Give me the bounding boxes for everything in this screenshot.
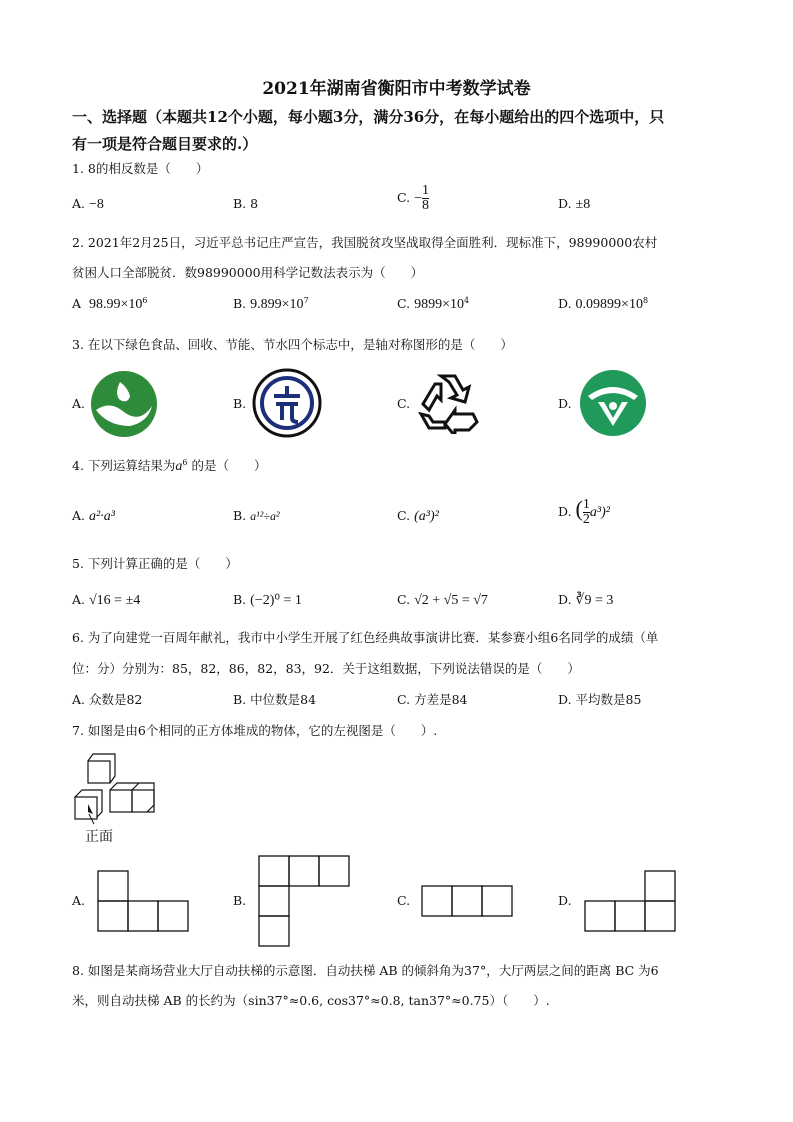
q3-option-c: C. (397, 396, 411, 411)
q6-option-a: A. 众数是82 (72, 692, 143, 707)
q6-option-d: D. 平均数是85 (558, 692, 642, 707)
q7-option-a-figure (97, 870, 190, 932)
q1-stem: 1. 8的相反数是（ ） (72, 161, 209, 176)
q6-option-c: C. 方差是84 (397, 692, 468, 707)
q7-stem: 7. 如图是由6个相同的正方体堆成的物体，它的左视图是（ ）. (72, 723, 438, 738)
q5-option-c: C. √2 + √5 = √7 (397, 592, 488, 608)
recycle-logo-icon (415, 370, 481, 434)
q7-front-label: 正面 (85, 829, 113, 845)
q3-option-d: D. (558, 396, 572, 411)
q2-stem-cont: 贫困人口全部脱贫．数98990000用科学记数法表示为（ ） (72, 265, 424, 280)
water-saving-logo-icon (578, 368, 648, 438)
q3-stem: 3. 在以下绿色食品、回收、节能、节水四个标志中，是轴对称图形的是（ ） (72, 337, 513, 352)
q1-option-a: A. −8 (72, 196, 104, 212)
section-heading: 一、选择题（本题共12个小题，每小题3分，满分36分，在每小题给出的四个选项中，只 (72, 108, 665, 126)
q1-option-d: D. ±8 (558, 196, 591, 212)
q7-option-c: C. (397, 893, 411, 908)
q1-option-b: B. 8 (233, 196, 259, 211)
q7-option-d: D. (558, 893, 572, 908)
q6-stem-cont: 位：分）分别为：85，82，86，82，83，92．关于这组数据，下列说法错误的是（ ） (72, 661, 580, 676)
q2-stem: 2. 2021年2月25日，习近平总书记庄严宣告，我国脱贫攻坚战取得全面胜利．现标准下，98990000农村 (72, 235, 658, 250)
q2-option-a: A $98.99\times 10^6$ (72, 296, 148, 313)
q7-option-b-figure (258, 855, 351, 947)
q3-option-b: B. (233, 396, 247, 411)
q8-stem-cont: 米，则自动扶梯 AB 的长约为（sin37°≈0.6, cos37°≈0.8, tan37°≈0.75）（ ）. (72, 993, 550, 1008)
energy-saving-logo-icon (252, 368, 322, 438)
q6-stem: 6. 为了向建党一百周年献礼，我市中小学生开展了红色经典故事演讲比赛．某参赛小组6名同学的成绩（单 (72, 630, 659, 645)
page-title: 2021年湖南省衡阳市中考数学试卷 (262, 79, 531, 99)
q7-option-b: B. (233, 893, 247, 908)
q7-option-d-figure (584, 870, 677, 932)
q4-option-c: C. (a³)² (397, 508, 439, 524)
q4-stem: 4. 下列运算结果为$a^6$ 的是（ ） (72, 457, 267, 474)
green-food-logo-icon (90, 370, 158, 438)
q5-option-d: D. ∛9 = 3 (558, 592, 614, 608)
section-heading-cont: 有一项是符合题目要求的.） (72, 135, 258, 153)
q2-option-c: C. $9899\times 10^4$ (397, 296, 470, 313)
q2-option-b: B. $9.899\times 10^7$ (233, 296, 309, 313)
q7-cube-figure (72, 752, 162, 827)
q7-option-a: A. (72, 893, 86, 908)
q8-stem: 8. 如图是某商场营业大厅自动扶梯的示意图．自动扶梯 AB 的倾斜角为37°，大厅两层之间的距离 BC 为6 (72, 963, 659, 978)
q5-option-a: A. √16 = ±4 (72, 592, 141, 608)
q3-option-a: A. (72, 396, 86, 411)
q4-option-b: B. a¹²÷a² (233, 508, 280, 523)
q5-stem: 5. 下列计算正确的是（ ） (72, 556, 238, 571)
q4-option-a: A. a²·a³ (72, 508, 115, 524)
q7-option-c-figure (421, 885, 514, 917)
q2-option-d: D. $0.09899\times 10^8$ (558, 296, 649, 313)
q5-option-b: B. (−2)⁰ = 1 (233, 592, 302, 608)
q4-option-d: D. ( $\frac{1}{2}$ a³)² (558, 496, 610, 527)
q6-option-b: B. 中位数是84 (233, 692, 317, 707)
q1-option-c: C. − $\frac{1}{8}$ (397, 183, 429, 213)
